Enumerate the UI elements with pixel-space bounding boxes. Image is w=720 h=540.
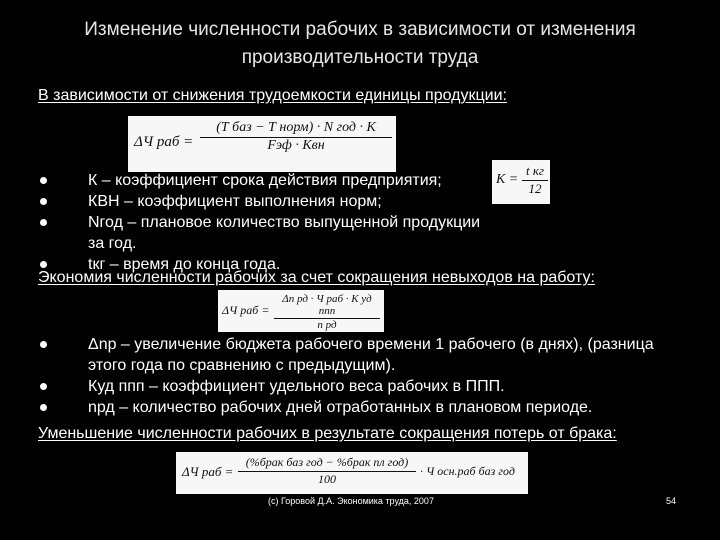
formula-denominator: 12	[528, 181, 542, 196]
formula-lhs: ΔЧ раб =	[222, 303, 270, 317]
list-item: К – коэффициент срока действия предприятия;	[38, 170, 498, 191]
footer-credit: (с) Горовой Д.А. Экономика труда, 2007	[268, 496, 434, 506]
list-item: КВН – коэффициент выполнения норм;	[38, 191, 498, 212]
formula-lhs: ΔЧ раб =	[182, 464, 234, 479]
formula-absences	[218, 290, 384, 332]
definitions-list-2	[38, 334, 678, 418]
list-item: Куд ппп – коэффициент удельного веса рабочих в ППП.	[38, 376, 678, 397]
formula-denominator: 100	[318, 472, 336, 486]
section-heading-absences: Экономия численности рабочих за счет сокращения невыходов на работу:	[38, 269, 595, 286]
slide-title: Изменение численности рабочих в зависимости от изменения производительности труда	[84, 19, 636, 68]
formula-lhs: К =	[496, 172, 519, 187]
section-heading-labor-intensity: В зависимости от снижения трудоемкости единицы продукции:	[38, 87, 507, 104]
formula-fraction	[238, 455, 416, 487]
formula-fraction	[274, 293, 380, 331]
formula-numerator: Δn рд · Ч раб · К уд ппп	[274, 293, 380, 319]
formula-numerator: t кг	[522, 163, 548, 181]
bullet-icon	[40, 177, 47, 184]
definitions-list-1	[38, 170, 498, 275]
bullet-icon	[40, 341, 47, 348]
list-item: Δnр – увеличение бюджета рабочего времени 1 рабочего (в днях), (разница этого года по сравнению с предыдущим).	[38, 334, 678, 376]
bullet-icon	[40, 404, 47, 411]
bullet-icon	[40, 219, 47, 226]
formula-denominator: Fэф · Квн	[267, 138, 325, 153]
formula-lhs: ΔЧ раб =	[134, 134, 194, 150]
formula-k-coefficient	[492, 160, 550, 204]
list-item: Nгод – плановое количество выпущенной продукции за год.	[38, 212, 498, 254]
formula-labor-intensity	[128, 116, 396, 172]
section-heading-defects: Уменьшение численности рабочих в результате сокращения потерь от брака:	[38, 425, 617, 442]
formula-fraction	[200, 120, 392, 154]
formula-numerator: (Т баз − Т норм) · N год · К	[200, 120, 392, 138]
formula-denominator: n рд	[317, 319, 337, 331]
bullet-icon	[40, 261, 47, 268]
list-item: nрд – количество рабочих дней отработанных в плановом периоде.	[38, 397, 678, 418]
page-number: 54	[666, 496, 677, 506]
formula-fraction	[522, 163, 548, 197]
formula-defects	[176, 452, 528, 494]
bullet-icon	[40, 198, 47, 205]
formula-tail: · Ч осн.раб баз год	[420, 464, 515, 478]
list-item: tкг – время до конца года.	[38, 254, 498, 275]
bullet-icon	[40, 383, 47, 390]
formula-numerator: (%брак баз год − %брак пл год)	[238, 455, 416, 472]
